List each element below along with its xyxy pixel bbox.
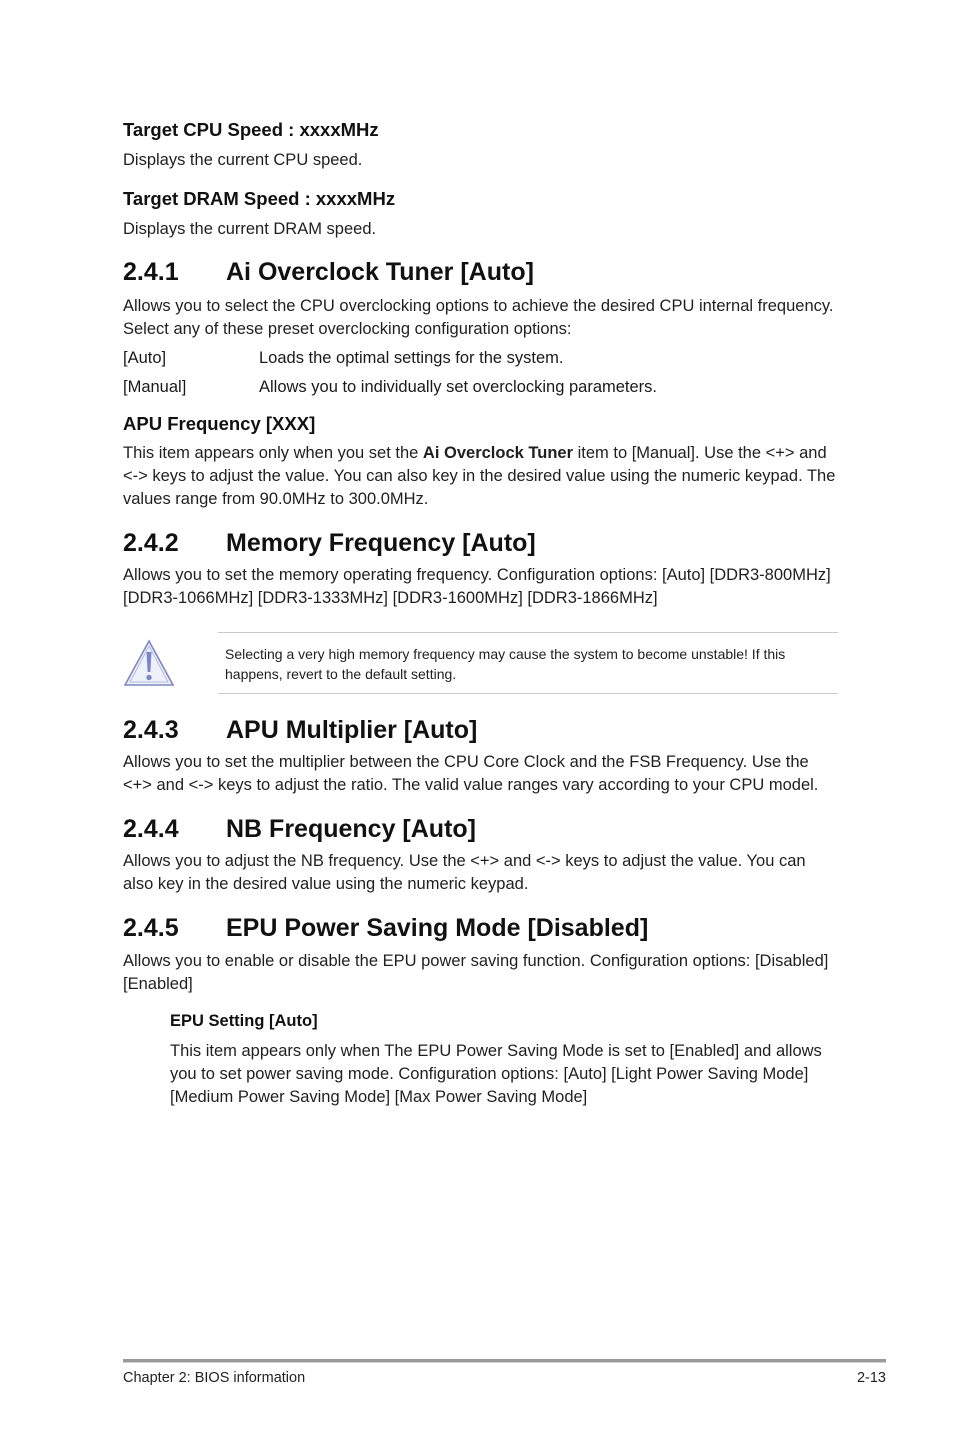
option-desc: Allows you to individually set overclocking parameters.	[259, 378, 658, 396]
footer-chapter: Chapter 2: BIOS information	[123, 1370, 306, 1386]
section-title: Ai Overclock Tuner [Auto]	[226, 258, 534, 286]
footer-rule	[123, 1359, 886, 1363]
manual-page-content	[123, 118, 838, 1109]
option-key: [Auto]	[123, 349, 167, 367]
target-cpu-speed-heading: Target CPU Speed : xxxxMHz	[123, 119, 379, 140]
section-2-4-2-heading	[123, 528, 838, 558]
section-number: 2.4.4	[123, 815, 179, 843]
warning-text: Selecting a very high memory frequency may cause the system to become unstable! If this happens, revert to the default setting.	[225, 646, 786, 682]
section-title: EPU Power Saving Mode [Disabled]	[226, 914, 649, 942]
section-2-4-3-body: Allows you to set the multiplier between the CPU Core Clock and the FSB Frequency. Use the <+> and <-> keys to adjust the ratio. The valid value ranges vary according to your CPU model.	[123, 753, 819, 794]
apu-frequency-body	[123, 442, 838, 511]
warning-triangle-icon	[122, 637, 176, 689]
page-footer	[123, 1359, 886, 1387]
section-number: 2.4.3	[123, 716, 179, 744]
section-number: 2.4.1	[123, 258, 179, 286]
target-dram-speed-desc: Displays the current DRAM speed.	[123, 220, 377, 238]
apu-frequency-body-bold: Ai Overclock Tuner	[422, 444, 574, 462]
section-2-4-5-body: Allows you to enable or disable the EPU power saving function. Configuration options: [Disabled] [Enabled]	[123, 952, 829, 993]
section-2-4-2-body: Allows you to set the memory operating frequency. Configuration options: [Auto] [DDR3-800MHz] [DDR3-1066MHz] [DDR3-1333MHz] [DDR3-1600MHz] [DDR3-1866MHz]	[123, 566, 831, 607]
option-manual	[123, 376, 838, 399]
epu-setting-heading: EPU Setting [Auto]	[170, 1012, 318, 1030]
section-number: 2.4.5	[123, 914, 179, 942]
epu-setting-subsection	[170, 1009, 838, 1109]
section-2-4-1-body: Allows you to select the CPU overclocking options to achieve the desired CPU internal frequency. Select any of these preset overclocking configuration options:	[123, 297, 834, 338]
section-2-4-1-heading	[123, 257, 838, 287]
target-cpu-speed-desc: Displays the current CPU speed.	[123, 151, 363, 169]
section-2-4-3-heading	[123, 715, 838, 745]
section-2-4-4-body: Allows you to adjust the NB frequency. Use the <+> and <-> keys to adjust the value. You can also key in the desired value using the numeric keypad.	[123, 852, 806, 893]
option-desc: Loads the optimal settings for the system.	[259, 349, 564, 367]
section-title: Memory Frequency [Auto]	[226, 529, 536, 557]
warning-callout	[218, 632, 838, 694]
epu-setting-body: This item appears only when The EPU Power Saving Mode is set to [Enabled] and allows you to set power saving mode. Configuration options: [Auto] [Light Power Saving Mode] [Medium Power Saving Mode] [Max Power Saving Mode]	[170, 1042, 822, 1106]
section-title: NB Frequency [Auto]	[226, 815, 476, 843]
section-2-4-5-heading	[123, 913, 838, 943]
section-number: 2.4.2	[123, 529, 179, 557]
apu-frequency-body-pre: This item appears only when you set the	[123, 444, 423, 462]
apu-frequency-body-post: item to [Manual]. Use the <+> and <-> keys to adjust the value. You can also key in the desired value using the numeric keypad. The values range from 90.0MHz to 300.0MHz.	[123, 444, 836, 508]
option-auto	[123, 347, 838, 370]
section-2-4-4-heading	[123, 814, 838, 844]
option-key: [Manual]	[123, 378, 187, 396]
apu-frequency-heading: APU Frequency [XXX]	[123, 413, 316, 434]
target-dram-speed-heading: Target DRAM Speed : xxxxMHz	[123, 188, 396, 209]
footer-page-number: 2-13	[856, 1370, 886, 1386]
footer-row	[123, 1369, 886, 1387]
section-title: APU Multiplier [Auto]	[226, 716, 478, 744]
